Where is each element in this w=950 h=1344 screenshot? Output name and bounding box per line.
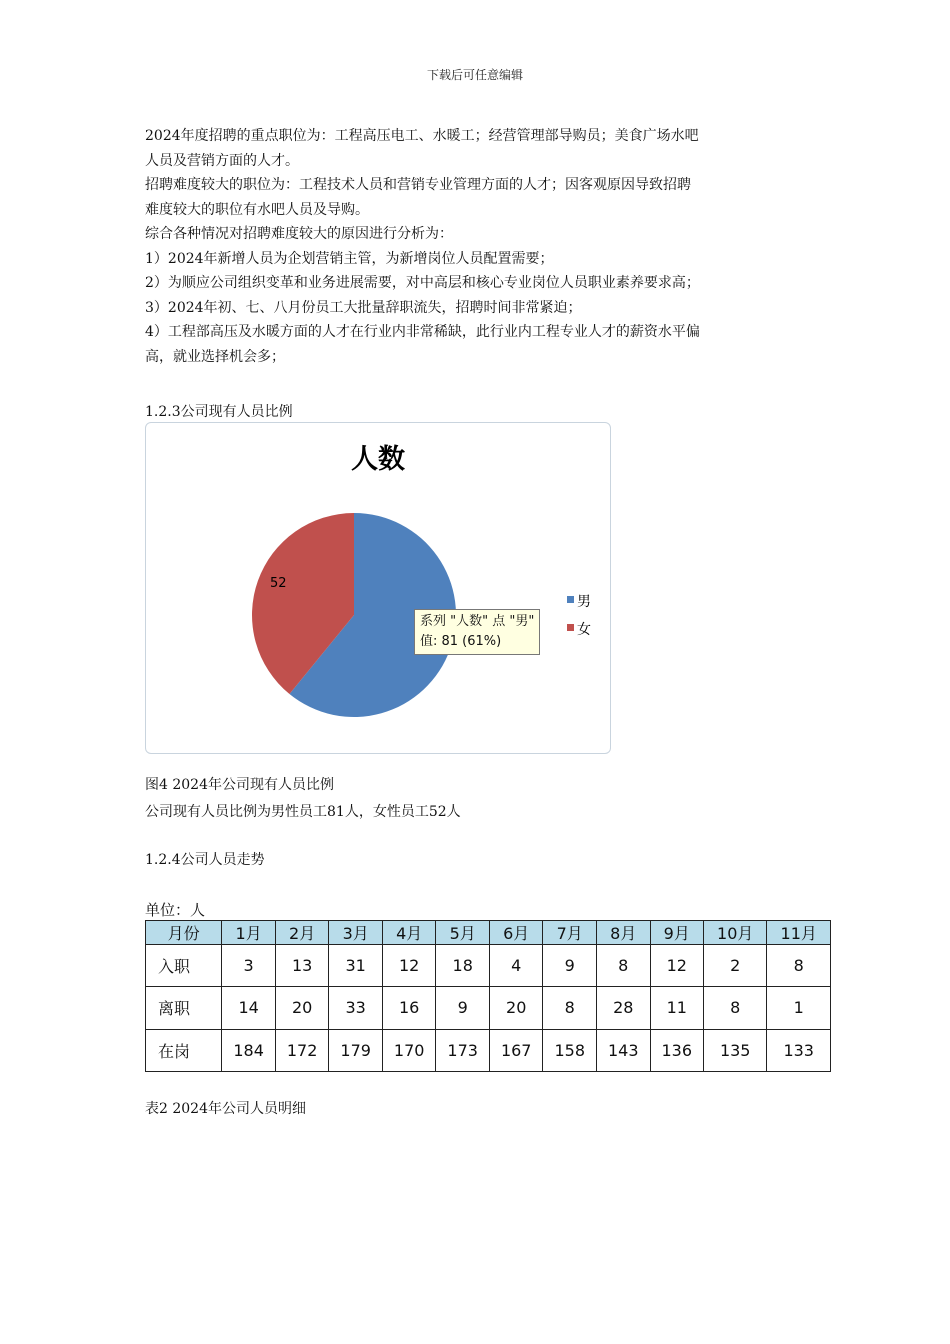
- table-header-month: 1月: [222, 921, 276, 945]
- table-row-label: 在岗: [146, 1029, 222, 1071]
- body-paragraphs: [145, 124, 825, 369]
- legend-label-female: 女: [577, 622, 591, 638]
- table-cell: 33: [329, 987, 383, 1029]
- table-header-corner: 月份: [146, 921, 222, 945]
- table-header-month: 4月: [382, 921, 436, 945]
- table-cell: 179: [329, 1029, 383, 1071]
- table-row-label: 入职: [146, 945, 222, 987]
- unit-label: 单位：人: [145, 901, 206, 919]
- page-header: 下载后可任意编辑: [426, 68, 523, 82]
- table-header-month: 8月: [596, 921, 650, 945]
- table-cell: 184: [222, 1029, 276, 1071]
- table-caption: 表2 2024年公司人员明细: [145, 1101, 306, 1117]
- table-cell: 170: [382, 1029, 436, 1071]
- paragraph-line: 2024年度招聘的重点职位为：工程高压电工、水暖工；经营管理部导购员；美食广场水吧: [145, 128, 699, 144]
- paragraph-line: 4）工程部高压及水暖方面的人才在行业内非常稀缺，此行业内工程专业人才的薪资水平偏: [145, 324, 700, 340]
- legend-swatch-female: [567, 624, 574, 631]
- paragraph-line: 招聘难度较大的职位为：工程技术人员和营销专业管理方面的人才；因客观原因导致招聘: [145, 177, 691, 193]
- table-cell: 12: [650, 945, 704, 987]
- figure-note: 公司现有人员比例为男性员工81人，女性员工52人: [145, 804, 461, 820]
- paragraph-line: 高，就业选择机会多；: [145, 348, 285, 365]
- paragraph-line: 人员及营销方面的人才。: [145, 152, 299, 169]
- paragraph-line: 1）2024年新增人员为企划营销主管，为新增岗位人员配置需要；: [145, 250, 554, 267]
- table-cell: 20: [275, 987, 329, 1029]
- figure-caption: 图4 2024年公司现有人员比例: [145, 777, 334, 793]
- pie-chart-svg: [146, 423, 610, 753]
- table-row: [146, 1029, 831, 1071]
- pie-chart[interactable]: [145, 422, 611, 754]
- paragraph-line: 3）2024年初、七、八月份员工大批量辞职流失，招聘时间非常紧迫；: [145, 299, 582, 316]
- tooltip-value: 值: 81 (61%): [420, 634, 502, 649]
- table-cell: 11: [650, 987, 704, 1029]
- legend-swatch-male: [567, 596, 574, 603]
- table-header-month: 5月: [436, 921, 490, 945]
- table-cell: 136: [650, 1029, 704, 1071]
- chart-tooltip: [414, 609, 540, 655]
- table-cell: 3: [222, 945, 276, 987]
- table-cell: 28: [596, 987, 650, 1029]
- table-cell: 172: [275, 1029, 329, 1071]
- chart-title: 人数: [351, 444, 405, 475]
- table-row: [146, 945, 831, 987]
- table-header-month: 9月: [650, 921, 704, 945]
- table-cell: 31: [329, 945, 383, 987]
- section-heading-ratio: 1.2.3公司现有人员比例: [145, 404, 293, 420]
- table-header-row: [146, 921, 831, 945]
- table-cell: 9: [436, 987, 490, 1029]
- table-cell: 8: [543, 987, 597, 1029]
- table-cell: 18: [436, 945, 490, 987]
- table-cell: 14: [222, 987, 276, 1029]
- table-cell: 13: [275, 945, 329, 987]
- table-cell: 135: [704, 1029, 767, 1071]
- table-cell: 167: [489, 1029, 543, 1071]
- table-header-month: 2月: [275, 921, 329, 945]
- table-header-month: 6月: [489, 921, 543, 945]
- tooltip-series: 系列 "人数" 点 "男": [420, 614, 535, 629]
- section-heading-trend: 1.2.4公司人员走势: [145, 852, 265, 868]
- table-cell: 2: [704, 945, 767, 987]
- legend: [567, 594, 591, 638]
- table-cell: 16: [382, 987, 436, 1029]
- paragraph-line: 综合各种情况对招聘难度较大的原因进行分析为：: [145, 226, 453, 242]
- staff-trend-table: [145, 920, 831, 1072]
- table-cell: 143: [596, 1029, 650, 1071]
- table-cell: 173: [436, 1029, 490, 1071]
- table-body: [146, 945, 831, 1072]
- legend-label-male: 男: [577, 594, 591, 610]
- table-header-month: 11月: [767, 921, 831, 945]
- table-cell: 12: [382, 945, 436, 987]
- table-cell: 20: [489, 987, 543, 1029]
- table-cell: 8: [596, 945, 650, 987]
- table-cell: 158: [543, 1029, 597, 1071]
- table-header-month: 3月: [329, 921, 383, 945]
- data-label-female: 52: [270, 576, 287, 591]
- table-cell: 133: [767, 1029, 831, 1071]
- paragraph-line: 难度较大的职位有水吧人员及导购。: [145, 201, 369, 218]
- table-row: [146, 987, 831, 1029]
- table-cell: 9: [543, 945, 597, 987]
- table-header-month: 10月: [704, 921, 767, 945]
- table-header-month: 7月: [543, 921, 597, 945]
- paragraph-line: 2）为顺应公司组织变革和业务进展需要，对中高层和核心专业岗位人员职业素养要求高；: [145, 275, 700, 291]
- table-cell: 8: [767, 945, 831, 987]
- table-row-label: 离职: [146, 987, 222, 1029]
- table-cell: 8: [704, 987, 767, 1029]
- table-cell: 4: [489, 945, 543, 987]
- table-cell: 1: [767, 987, 831, 1029]
